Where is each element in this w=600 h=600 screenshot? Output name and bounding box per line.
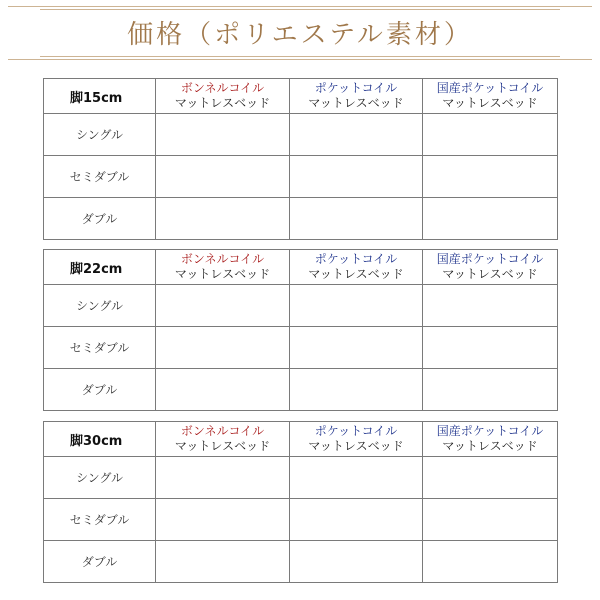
- col-header-domestic-pocket: 国産ポケットコイル マットレスベッド: [423, 250, 558, 285]
- table-row: [44, 541, 558, 583]
- price-cell: [423, 114, 558, 156]
- price-cell: [156, 457, 290, 499]
- table-row: [44, 156, 558, 198]
- title-rule-top-inner: [40, 9, 560, 10]
- table-row: [44, 114, 558, 156]
- row-label-semi-double: セミダブル: [44, 327, 156, 369]
- row-label-semi-double: セミダブル: [44, 499, 156, 541]
- price-cell: [290, 114, 423, 156]
- leg-height-label: 脚30cm: [44, 422, 156, 457]
- price-cell: [290, 327, 423, 369]
- price-cell: [290, 285, 423, 327]
- table-row: [44, 198, 558, 240]
- price-table-leg-30: [43, 421, 558, 583]
- price-cell: [156, 198, 290, 240]
- price-cell: [423, 285, 558, 327]
- price-cell: [423, 198, 558, 240]
- title-rule-bottom-inner: [40, 56, 560, 57]
- price-cell: [156, 114, 290, 156]
- price-cell: [423, 457, 558, 499]
- title-rule-top: [8, 6, 592, 7]
- table-row: [44, 327, 558, 369]
- col-header-pocket: ポケットコイル マットレスベッド: [290, 250, 423, 285]
- price-cell: [290, 198, 423, 240]
- leg-height-label: 脚15cm: [44, 79, 156, 114]
- price-cell: [156, 499, 290, 541]
- row-label-semi-double: セミダブル: [44, 156, 156, 198]
- col-header-pocket: ポケットコイル マットレスベッド: [290, 422, 423, 457]
- col-header-domestic-pocket: 国産ポケットコイル マットレスベッド: [423, 79, 558, 114]
- row-label-single: シングル: [44, 114, 156, 156]
- price-cell: [423, 499, 558, 541]
- row-label-double: ダブル: [44, 369, 156, 411]
- price-cell: [290, 156, 423, 198]
- col-header-domestic-pocket: 国産ポケットコイル マットレスベッド: [423, 422, 558, 457]
- col-header-bonnell: ボンネルコイル マットレスベッド: [156, 250, 290, 285]
- title-area: [0, 0, 600, 66]
- table-header-row: [44, 422, 558, 457]
- row-label-single: シングル: [44, 457, 156, 499]
- row-label-double: ダブル: [44, 541, 156, 583]
- table-row: [44, 499, 558, 541]
- table-row: [44, 457, 558, 499]
- price-cell: [156, 285, 290, 327]
- price-cell: [423, 541, 558, 583]
- price-cell: [423, 327, 558, 369]
- price-cell: [290, 369, 423, 411]
- table-header-row: [44, 250, 558, 285]
- price-cell: [290, 541, 423, 583]
- title-rule-bottom: [8, 59, 592, 60]
- col-header-bonnell: ボンネルコイル マットレスベッド: [156, 79, 290, 114]
- price-cell: [290, 457, 423, 499]
- table-row: [44, 369, 558, 411]
- page-title: 価格（ポリエステル素材）: [127, 20, 473, 50]
- row-label-single: シングル: [44, 285, 156, 327]
- col-header-pocket: ポケットコイル マットレスベッド: [290, 79, 423, 114]
- price-cell: [156, 327, 290, 369]
- price-table-leg-15: [43, 78, 558, 240]
- price-cell: [423, 156, 558, 198]
- price-cell: [290, 499, 423, 541]
- leg-height-label: 脚22cm: [44, 250, 156, 285]
- col-header-bonnell: ボンネルコイル マットレスベッド: [156, 422, 290, 457]
- price-cell: [156, 369, 290, 411]
- price-cell: [156, 156, 290, 198]
- table-header-row: [44, 79, 558, 114]
- table-row: [44, 285, 558, 327]
- price-table-leg-22: [43, 249, 558, 411]
- price-cell: [156, 541, 290, 583]
- row-label-double: ダブル: [44, 198, 156, 240]
- price-cell: [423, 369, 558, 411]
